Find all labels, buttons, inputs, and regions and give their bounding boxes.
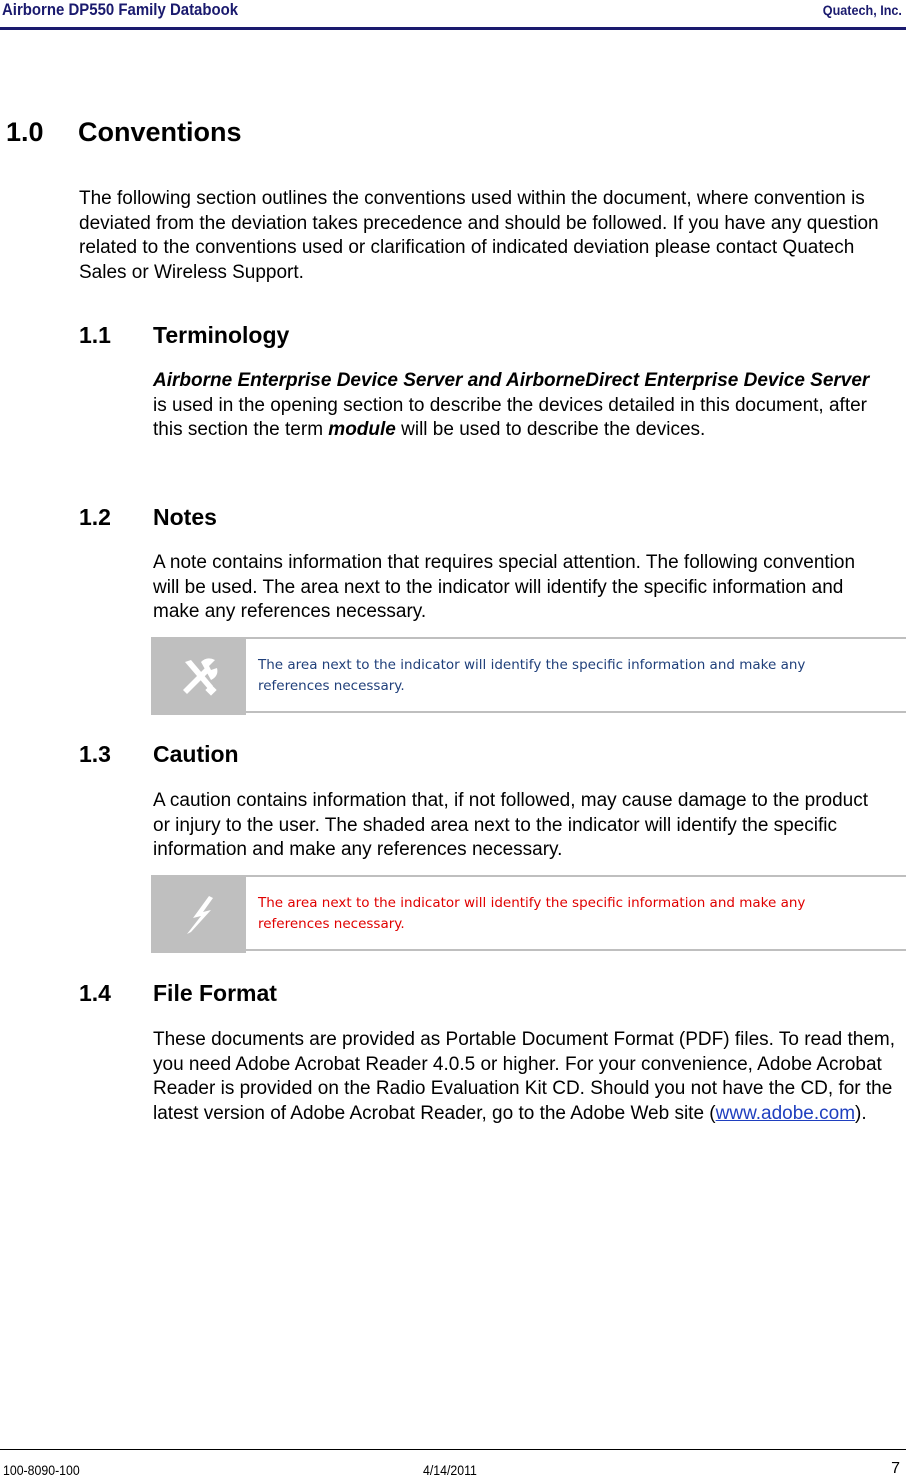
terminology-bold-term: Airborne Enterprise Device Server and AirborneDirect Enterprise Device Server [153, 370, 870, 391]
file-format-text-end: ). [855, 1102, 867, 1124]
caution-number: 1.3 [79, 741, 111, 767]
document-number: 100-8090-100 [3, 1462, 80, 1478]
caution-callout-text: The area next to the indicator will identify the specific information and make any references necessary. [258, 895, 806, 932]
intro-paragraph: The following section outlines the conventions used within the document, where convention is deviated from the deviation takes precedence and should be followed. If you have any question related to the conventions used or clarification of indicated deviation please contact Quatech Sales or Wireless Support. [79, 188, 879, 283]
tools-icon [177, 656, 221, 696]
note-indicator [151, 637, 246, 715]
file-format-text: These documents are provided as Portable Document Format (PDF) files. To read them, you need Adobe Acrobat Reader 4.0.5 or higher. For your convenience, Adobe Acrobat Reader is provided on the Radio Evaluation Kit CD. Should you not have the CD, for the latest version of Adobe Acrobat Reader, go to the Adobe Web site ( [153, 1029, 896, 1124]
lightning-icon [179, 892, 219, 936]
terminology-number: 1.1 [79, 322, 111, 348]
file-format-title: File Format [153, 980, 277, 1006]
caution-indicator [151, 875, 246, 953]
module-term: module [328, 419, 396, 440]
file-format-number: 1.4 [79, 980, 111, 1006]
caution-heading [79, 741, 239, 768]
document-date: 4/14/2011 [423, 1462, 477, 1478]
section-heading [6, 117, 242, 148]
document-title: Airborne DP550 Family Databook [2, 0, 239, 19]
file-format-heading [79, 980, 277, 1007]
notes-title: Notes [153, 504, 217, 530]
file-format-paragraph [153, 1028, 906, 1126]
terminology-text-1: is used in the opening section to describe the devices detailed in this document, after this section the term [153, 394, 867, 440]
page-number: 7 [891, 1460, 900, 1477]
terminology-paragraph [153, 369, 883, 443]
caution-title: Caution [153, 741, 239, 767]
notes-heading [79, 504, 217, 531]
section-number: 1.0 [6, 117, 44, 147]
notes-paragraph: A note contains information that requires special attention. The following convention will be used. The area next to the indicator will identify the specific information and make any references necessary. [153, 552, 856, 622]
caution-callout [151, 875, 906, 951]
footer-divider [0, 1449, 906, 1450]
adobe-link[interactable]: www.adobe.com [715, 1102, 856, 1124]
caution-paragraph: A caution contains information that, if not followed, may cause damage to the product or injury to the user. The shaded area next to the indicator will identify the specific information and make any references necessary. [153, 790, 869, 860]
page-header [0, 0, 906, 30]
section-title: Conventions [78, 117, 242, 147]
note-callout [151, 637, 906, 713]
terminology-title: Terminology [153, 322, 290, 348]
company-name: Quatech, Inc. [822, 2, 902, 18]
terminology-text-2: will be used to describe the devices. [395, 419, 706, 440]
note-callout-text: The area next to the indicator will identify the specific information and make any references necessary. [258, 657, 806, 694]
notes-number: 1.2 [79, 504, 111, 530]
terminology-heading [79, 322, 289, 349]
